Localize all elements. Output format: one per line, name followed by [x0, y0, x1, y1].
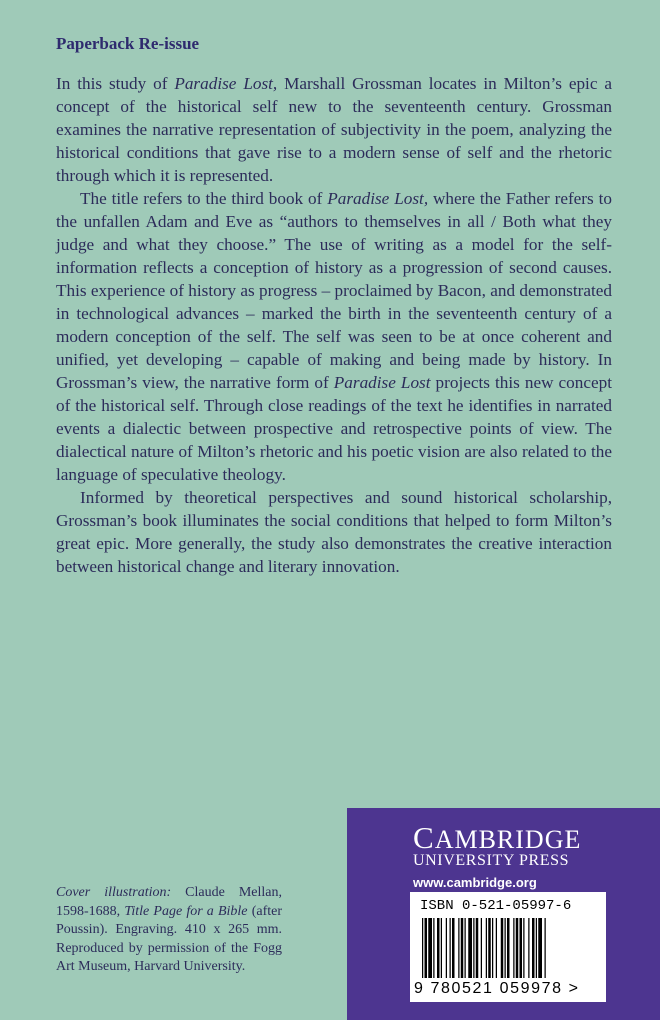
- barcode-bar: [505, 918, 506, 978]
- blurb-text: [56, 72, 612, 578]
- barcode-bar: [476, 918, 479, 978]
- isbn-number: ISBN 0-521-05997-6: [420, 898, 572, 914]
- barcode-digits: 9 780521 059978 >: [414, 980, 580, 997]
- barcode-bar: [452, 918, 455, 978]
- barcode-bar: [468, 918, 472, 978]
- barcode-bar: [450, 918, 451, 978]
- barcode-bar: [532, 918, 535, 978]
- artwork-title: Title Page for a Bible: [124, 903, 248, 919]
- book-title: Paradise Lost,: [174, 74, 278, 93]
- barcode-bar: [461, 918, 464, 978]
- barcode-bar: [465, 918, 466, 978]
- logo-initial: C: [413, 820, 435, 855]
- publisher-url: www.cambridge.org: [413, 875, 537, 890]
- barcode-bar: [441, 918, 442, 978]
- barcode-bar: [538, 918, 542, 978]
- barcode-bar: [492, 918, 493, 978]
- cover-illustration-credit: [56, 884, 282, 977]
- barcode-bar: [488, 918, 491, 978]
- barcode-bar: [428, 918, 432, 978]
- barcode-bar: [513, 918, 514, 978]
- barcode-bar: [446, 918, 447, 978]
- blurb-paragraph-2: [56, 187, 612, 486]
- reissue-heading: Paperback Re-issue: [56, 34, 200, 53]
- barcode-bar: [433, 918, 434, 978]
- text: The title refers to the third book of: [80, 189, 328, 208]
- logo-text: AMBRIDGE: [434, 825, 582, 854]
- text: (after Poussin). Engraving. 410 x 265 mm. Reproduced by permission of the Fogg Art Museum, Harvard University.: [56, 903, 282, 974]
- publisher-subtitle: UNIVERSITY PRESS: [413, 852, 570, 869]
- text: projects this new concept of the historical self. Through close readings of the text he identifies in narrated events a dialectic between prospective and retrospective points of view. The dialectical nature of Milton’s rhetoric and his poetic vision are also related to the language of speculative theology.: [56, 373, 612, 484]
- barcode-bar: [481, 918, 482, 978]
- text: Marshall Grossman locates in Milton’s epic a concept of the historical self new to the seventeenth century. Grossman examines the narrative representation of subjectivity in the poem, analyzing the historical conditions that gave rise to a modern sense of self and the rhetoric through which it is represented.: [56, 74, 612, 185]
- book-title: Paradise Lost,: [327, 189, 429, 208]
- barcode-icon: [418, 918, 598, 978]
- book-title: Paradise Lost: [333, 373, 431, 392]
- barcode-bar: [458, 918, 459, 978]
- blurb-paragraph-1: [56, 72, 612, 187]
- text: In this study of: [56, 74, 175, 93]
- barcode-bar: [437, 918, 440, 978]
- barcode-bar: [516, 918, 519, 978]
- blurb-paragraph-3: Informed by theoretical perspectives and sound historical scholarship, Grossman’s book illuminates the social conditions that helped to form Milton’s great epic. More generally, the study also demonstrates the creative interaction between historical change and literary innovation.: [56, 488, 612, 576]
- barcode-bar: [473, 918, 474, 978]
- barcode-bar: [501, 918, 504, 978]
- barcode-bar: [528, 918, 529, 978]
- publisher-panel: [347, 808, 660, 1020]
- publisher-logo: [413, 820, 581, 856]
- barcode-bar: [496, 918, 497, 978]
- barcode-bar: [425, 918, 428, 978]
- text: Claude Mellan, 1598-1688,: [56, 885, 282, 919]
- barcode-bar: [523, 918, 524, 978]
- barcode-bar: [520, 918, 523, 978]
- barcode-bar: [536, 918, 537, 978]
- credit-label: Cover illustration:: [56, 885, 172, 900]
- text: where the Father refers to the unfallen Adam and Eve as “authors to themselves in all / Both what they judge and what they choose.” The use of writing as a model for the self-information reflects a conception of history as a progression of second causes. This experience of history as progress – proclaimed by Bacon, and demonstrated in technological advances – marked the birth in the seventeenth century of a modern conception of the self. The self was seen to be at once coherent and unified, yet developing – capable of making and being made by history. In Grossman’s view, the narrative form of: [56, 189, 612, 392]
- barcode-bar: [486, 918, 487, 978]
- barcode-box: [410, 892, 606, 1002]
- barcode-bar: [507, 918, 510, 978]
- barcode-bar: [422, 918, 423, 978]
- barcode-bar: [545, 918, 546, 978]
